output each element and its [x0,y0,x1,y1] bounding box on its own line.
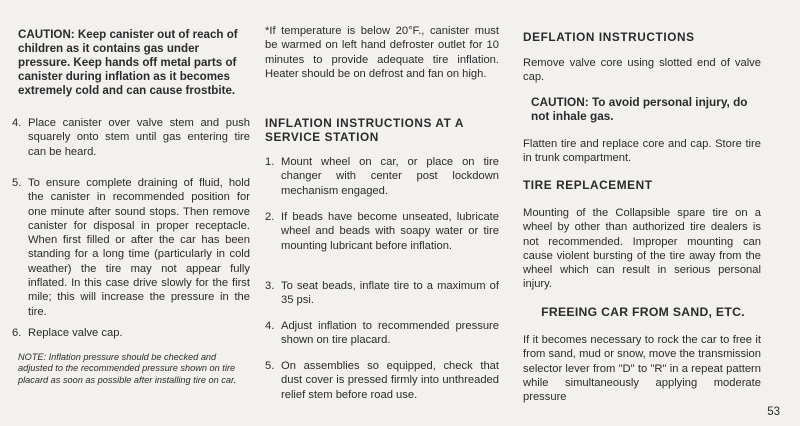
item-4-text: Adjust inflation to recommended pressure shown on tire placard. [281,320,499,347]
temperature-note: *If temperature is below 20°F., canister must be warmed on left hand defroster outlet for 10 minutes to provide adequate tire inflation. Heater should be on defrost and fan on high. [265,25,499,80]
item-1-number: 1. [265,156,275,168]
item-3-text: To seat beads, inflate tire to a maximum of 35 psi. [281,280,499,307]
deflation-heading: DEFLATION INSTRUCTIONS [523,30,695,44]
step-5-number: 5. [12,177,22,189]
freeing-heading: FREEING CAR FROM SAND, ETC. [541,305,745,319]
deflation-caution: CAUTION: To avoid personal injury, do not inhale gas. [531,95,748,123]
item-3-number: 3. [265,280,275,292]
flatten-text: Flatten tire and replace core and cap. Store tire in trunk compartment. [523,138,761,165]
deflation-text: Remove valve core using slotted end of valve cap. [523,57,761,84]
page-number: 53 [767,406,780,418]
item-4-number: 4. [265,320,275,332]
step-4-text: Place canister over valve stem and push squarely onto stem until gas entering tire can be heard. [28,117,250,158]
step-6-number: 6. [12,327,22,339]
item-1-text: Mount wheel on car, or place on tire changer with center post lockdown mechanism engaged. [281,156,499,197]
step-6-text: Replace valve cap. [28,327,123,339]
replacement-text: Mounting of the Collapsible spare tire on a wheel by other than authorized tire dealers is not recommended. Improper mounting can cause violent bursting of the tire away from the wheel which can result in serious personal injury. [523,207,761,291]
inflation-note: NOTE: Inflation pressure should be checked and adjusted to the recommended pressure shown on tire placard as soon as possible after installing tire on car. [18,352,237,385]
step-5-text: To ensure complete draining of fluid, hold the canister in recommended position for one minute after sound stops. Then remove canister for disposal in proper receptacle. When first filled or after the car has been standing for a long time (particularly in cold weather) the tire may not appear fully inflated. In this case drive slowly for the first mile; this will increase the pressure in the tire. [28,177,250,318]
inflation-heading: INFLATION INSTRUCTIONS AT A SERVICE STATION [265,116,464,144]
replacement-heading: TIRE REPLACEMENT [523,178,653,192]
item-2-text: If beads have become unseated, lubricate wheel and beads with soapy water or tire mounting lubricant before inflation. [281,211,499,252]
step-4-number: 4. [12,117,22,129]
item-2-number: 2. [265,211,275,223]
caution-warning: CAUTION: Keep canister out of reach of children as it contains gas under pressure. Keep hands off metal parts of canister during inflation as it becomes extremely cold and can cause frostbite. [18,28,238,97]
item-5-text: On assemblies so equipped, check that dust cover is pressed firmly into unthreaded relief stem before road use. [281,360,499,401]
item-5-number: 5. [265,360,275,372]
freeing-text: If it becomes necessary to rock the car to free it from sand, mud or snow, move the transmission selector lever from "D" to "R" in a repeat pattern while simultaneously applying moderate pressure [523,334,761,404]
